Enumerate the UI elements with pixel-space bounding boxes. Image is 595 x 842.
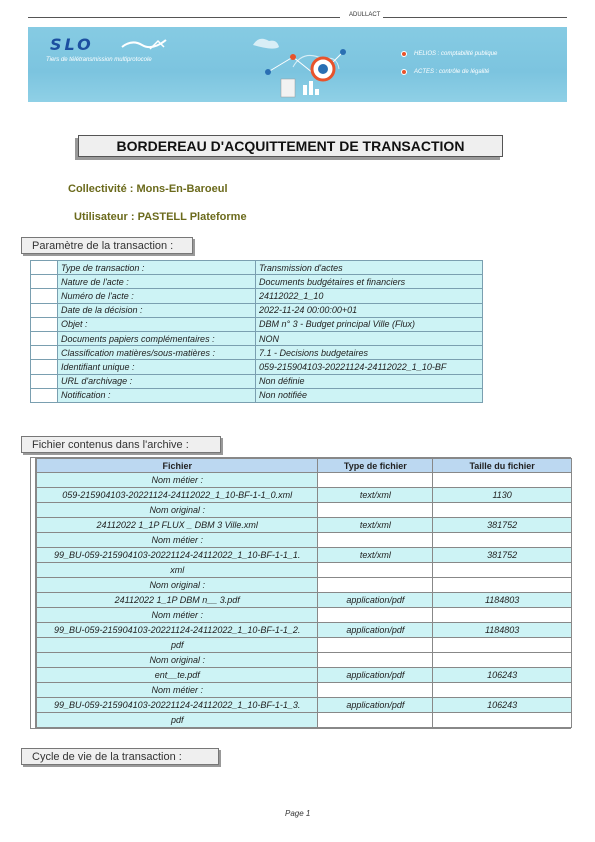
file-kind-spacer [318,653,433,668]
file-kind-spacer [433,473,572,488]
file-kind: Nom métier : [37,533,318,548]
param-value: NON [256,331,483,345]
network-graphic-icon [233,27,373,102]
file-name-continuation: pdf [37,638,318,653]
params-table [30,260,483,403]
file-kind-spacer [318,473,433,488]
file-size: 1130 [433,488,572,503]
param-row [31,303,483,317]
param-gutter [31,317,58,331]
file-kind-row [37,473,572,488]
file-kind-row [37,608,572,623]
param-row [31,261,483,275]
file-name: 24112022 1_1P DBM n__ 3.pdf [37,593,318,608]
file-kind: Nom original : [37,503,318,518]
file-name: 24112022 1_1P FLUX _ DBM 3 Ville.xml [37,518,318,533]
file-type: application/pdf [318,593,433,608]
file-name: 99_BU-059-215904103-20221124-24112022_1_10-BF-1-1_1. [37,548,318,563]
file-continuation-spacer [433,563,572,578]
logo: SLO [50,35,94,54]
param-value: Transmission d'actes [256,261,483,275]
header-rule-left [28,17,340,18]
column-header-size: Taille du fichier [433,459,572,473]
file-kind-row [37,653,572,668]
file-name-continuation-row [37,713,572,728]
file-kind-spacer [318,503,433,518]
file-type: application/pdf [318,698,433,713]
file-name-continuation-row [37,563,572,578]
file-kind: Nom original : [37,578,318,593]
param-value: Non notifiée [256,388,483,402]
param-value: 059-215904103-20221124-24112022_1_10-BF [256,360,483,374]
logo-subtitle: Tiers de télétransmission multiprotocole [46,57,152,63]
file-kind-spacer [433,653,572,668]
banner [28,27,567,102]
file-row [37,488,572,503]
file-type: application/pdf [318,623,433,638]
param-label: Objet : [58,317,256,331]
param-gutter [31,360,58,374]
files-table-wrapper [30,457,571,729]
file-type: application/pdf [318,668,433,683]
file-kind-spacer [433,578,572,593]
file-continuation-spacer [318,638,433,653]
section-files-heading: Fichier contenus dans l'archive : [21,436,221,453]
section-params-heading: Paramètre de la transaction : [21,237,193,254]
param-value: Documents budgétaires et financiers [256,275,483,289]
param-value: Non définie [256,374,483,388]
param-label: Date de la décision : [58,303,256,317]
param-gutter [31,346,58,360]
file-name: 99_BU-059-215904103-20221124-24112022_1_10-BF-1-1_2. [37,623,318,638]
file-name-continuation: pdf [37,713,318,728]
param-gutter [31,261,58,275]
file-kind: Nom original : [37,653,318,668]
page-title: BORDEREAU D'ACQUITTEMENT DE TRANSACTION [78,135,503,157]
param-gutter [31,331,58,345]
param-value: 24112022_1_10 [256,289,483,303]
param-row [31,331,483,345]
param-row [31,275,483,289]
header-rule-right [383,17,567,18]
actes-bullet-icon [401,69,407,75]
param-value: 7.1 - Decisions budgetaires [256,346,483,360]
param-gutter [31,388,58,402]
param-label: URL d'archivage : [58,374,256,388]
utilisateur-label: Utilisateur : PASTELL Plateforme [74,211,247,223]
param-label: Type de transaction : [58,261,256,275]
file-kind-spacer [318,608,433,623]
param-row [31,360,483,374]
files-gutter [31,458,36,728]
file-kind-row [37,578,572,593]
file-size: 381752 [433,548,572,563]
file-size: 1184803 [433,623,572,638]
param-label: Documents papiers complémentaires : [58,331,256,345]
file-name: 99_BU-059-215904103-20221124-24112022_1_10-BF-1-1_3. [37,698,318,713]
banner-item-actes: ACTES : contrôle de légalité [414,69,490,75]
file-kind: Nom métier : [37,473,318,488]
param-row [31,317,483,331]
param-gutter [31,374,58,388]
file-continuation-spacer [318,563,433,578]
file-kind-spacer [318,578,433,593]
file-kind-spacer [433,503,572,518]
file-kind: Nom métier : [37,683,318,698]
file-name: ent__te.pdf [37,668,318,683]
file-kind-spacer [433,533,572,548]
file-kind-row [37,503,572,518]
param-label: Nature de l'acte : [58,275,256,289]
helios-bullet-icon [401,51,407,57]
param-row [31,346,483,360]
file-size: 106243 [433,698,572,713]
file-kind-spacer [318,533,433,548]
param-label: Numéro de l'acte : [58,289,256,303]
param-gutter [31,275,58,289]
file-row [37,698,572,713]
file-kind-spacer [433,608,572,623]
file-type: text/xml [318,488,433,503]
page-number: Page 1 [285,809,311,818]
file-row [37,593,572,608]
column-header-type: Type de fichier [318,459,433,473]
param-row [31,289,483,303]
banner-item-helios: HELIOS : comptabilité publique [414,51,498,57]
param-label: Notification : [58,388,256,402]
column-header-file: Fichier [37,459,318,473]
header-tag: ADULLACT [349,12,381,18]
param-gutter [31,289,58,303]
file-name: 059-215904103-20221124-24112022_1_10-BF-1-1_0.xml [37,488,318,503]
param-label: Identifiant unique : [58,360,256,374]
file-continuation-spacer [433,638,572,653]
param-label: Classification matières/sous-matières : [58,346,256,360]
file-row [37,668,572,683]
file-size: 381752 [433,518,572,533]
section-cycle-heading: Cycle de vie de la transaction : [21,748,219,765]
param-gutter [31,303,58,317]
file-kind-row [37,683,572,698]
collectivite-label: Collectivité : Mons-En-Baroeul [68,183,228,195]
file-kind: Nom métier : [37,608,318,623]
file-name-continuation: xml [37,563,318,578]
param-value: DBM n° 3 - Budget principal Ville (Flux) [256,317,483,331]
logo-swoosh-icon [120,37,170,51]
file-size: 106243 [433,668,572,683]
file-type: text/xml [318,518,433,533]
file-continuation-spacer [433,713,572,728]
file-kind-row [37,533,572,548]
files-table [36,458,572,728]
file-continuation-spacer [318,713,433,728]
file-row [37,518,572,533]
param-value: 2022-11-24 00:00:00+01 [256,303,483,317]
file-kind-spacer [318,683,433,698]
file-kind-spacer [433,683,572,698]
param-row [31,374,483,388]
param-row [31,388,483,402]
file-row [37,548,572,563]
file-name-continuation-row [37,638,572,653]
file-type: text/xml [318,548,433,563]
file-row [37,623,572,638]
file-size: 1184803 [433,593,572,608]
